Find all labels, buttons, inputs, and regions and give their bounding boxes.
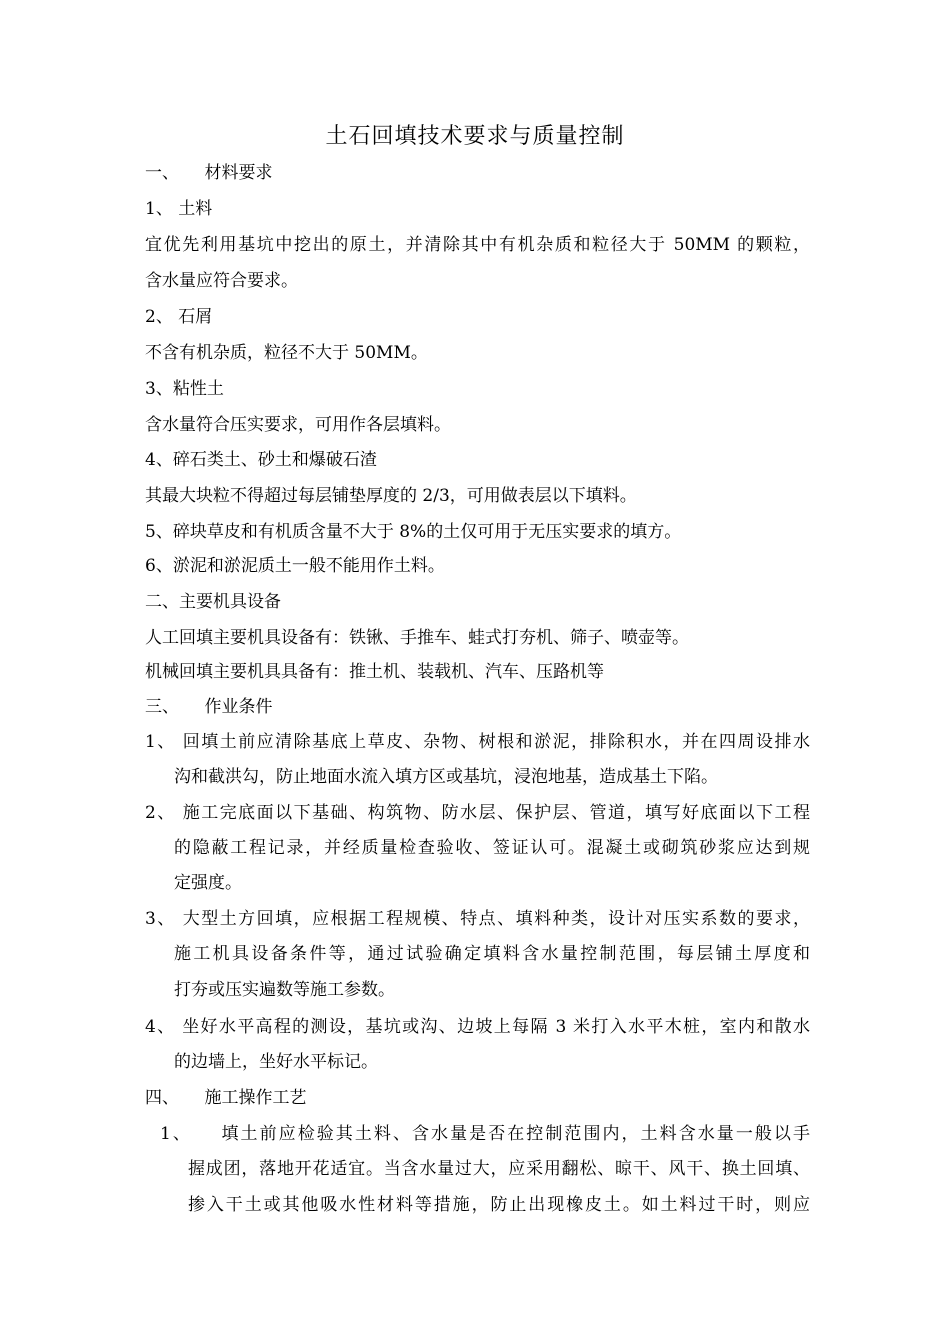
document-title: 土石回填技术要求与质量控制 <box>325 124 625 149</box>
list-item-line: 1、 填土前应检验其土料、含水量是否在控制范围内，土料含水量一般以手 <box>160 1124 810 1144</box>
section-heading-process: 四、 施工操作工艺 <box>145 1088 307 1108</box>
paragraph-line: 宜优先利用基坑中挖出的原土，并清除其中有机杂质和粒径大于 50MM 的颗粒， <box>145 235 810 255</box>
paragraph-line: 5、碎块草皮和有机质含量不大于 8%的土仅可用于无压实要求的填方。 <box>145 522 682 542</box>
list-item-line: 打夯或压实遍数等施工参数。 <box>174 980 395 1000</box>
paragraph-line: 含水量符合压实要求，可用作各层填料。 <box>145 415 451 435</box>
section-heading-equipment: 二、主要机具设备 <box>145 592 281 612</box>
list-item-line: 定强度。 <box>174 873 242 893</box>
list-item-line: 的隐蔽工程记录，并经质量检查验收、签证认可。混凝土或砌筑砂浆应达到规 <box>174 838 810 858</box>
list-item-line: 掺入干土或其他吸水性材料等措施，防止出现橡皮土。如土料过干时，则应 <box>188 1195 810 1215</box>
section-heading-conditions: 三、 作业条件 <box>145 697 273 717</box>
subheading-stone-chips: 2、 石屑 <box>145 307 213 327</box>
subheading-gravel: 4、碎石类土、砂土和爆破石渣 <box>145 450 377 470</box>
list-item-line: 握成团，落地开花适宜。当含水量过大，应采用翻松、晾干、风干、换土回填、 <box>188 1159 810 1179</box>
paragraph-line: 机械回填主要机具具备有：推土机、装载机、汽车、压路机等 <box>145 662 604 682</box>
paragraph-line: 其最大块粒不得超过每层铺垫厚度的 2/3，可用做表层以下填料。 <box>145 486 637 506</box>
paragraph-line: 6、淤泥和淤泥质土一般不能用作土料。 <box>145 556 445 576</box>
list-item-line: 2、 施工完底面以下基础、构筑物、防水层、保护层、管道，填写好底面以下工程 <box>145 803 810 823</box>
paragraph-line: 含水量应符合要求。 <box>145 271 298 291</box>
list-item-line: 4、 坐好水平高程的测设，基坑或沟、边坡上每隔 3 米打入水平木桩，室内和散水 <box>145 1017 810 1037</box>
subheading-clay: 3、粘性土 <box>145 379 224 399</box>
list-item-line: 的边墙上，坐好水平标记。 <box>174 1052 378 1072</box>
list-item-line: 3、 大型土方回填，应根据工程规模、特点、填料种类，设计对压实系数的要求， <box>145 909 810 929</box>
list-item-line: 1、 回填土前应清除基底上草皮、杂物、树根和淤泥，排除积水，并在四周设排水 <box>145 732 810 752</box>
paragraph-line: 人工回填主要机具设备有：铁锹、手推车、蛙式打夯机、筛子、喷壶等。 <box>145 628 689 648</box>
subheading-soil: 1、 土料 <box>145 199 213 219</box>
paragraph-line: 不含有机杂质，粒径不大于 50MM。 <box>145 343 428 363</box>
list-item-line: 沟和截洪勾，防止地面水流入填方区或基坑，浸泡地基，造成基土下陷。 <box>174 767 718 787</box>
list-item-line: 施工机具设备条件等，通过试验确定填料含水量控制范围，每层铺土厚度和 <box>174 944 810 964</box>
section-heading-materials: 一、 材料要求 <box>145 163 273 183</box>
